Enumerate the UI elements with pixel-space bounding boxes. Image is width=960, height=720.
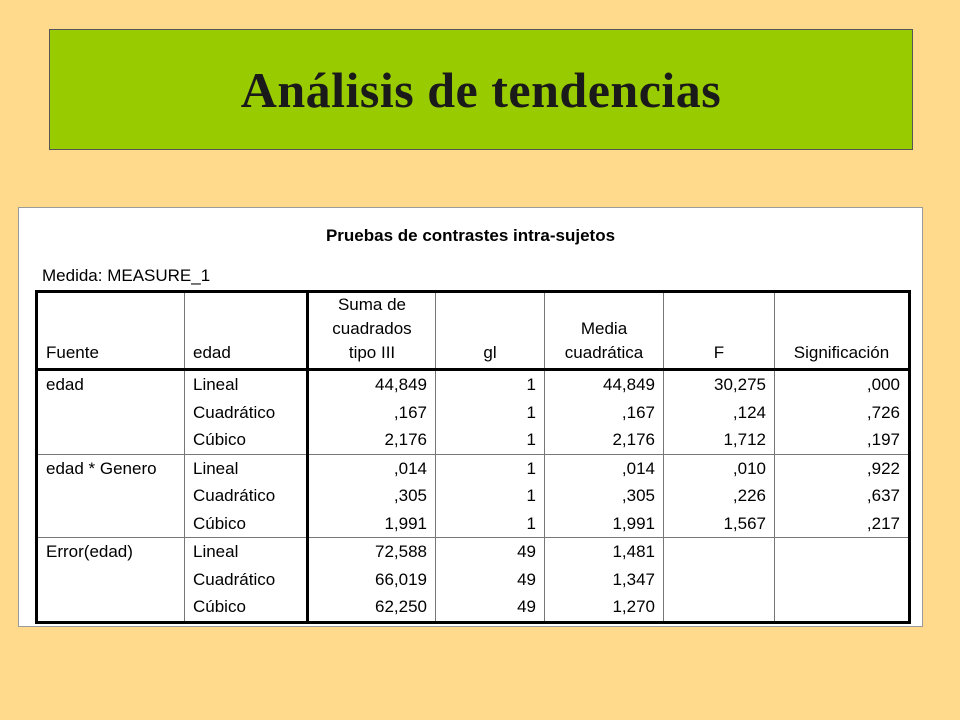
cell-media-cuadratica: 1,347 [545, 566, 664, 594]
cell-media-cuadratica: ,167 [545, 399, 664, 427]
cell-gl: 1 [436, 510, 545, 538]
table-row [37, 538, 910, 566]
slide-title: Análisis de tendencias [240, 61, 722, 118]
cell-fuente: edad * Genero [37, 454, 185, 482]
cell-significacion [775, 538, 910, 566]
cell-suma-cuadrados: 44,849 [308, 370, 436, 399]
cell-fuente [37, 510, 185, 538]
cell-f [664, 538, 775, 566]
cell-edad-trend: Cuadrático [185, 399, 308, 427]
cell-gl: 49 [436, 538, 545, 566]
table-title: Pruebas de contrastes intra-sujetos [325, 226, 616, 245]
cell-f: 30,275 [664, 370, 775, 399]
header-edad: edad [185, 292, 308, 370]
table-row [37, 426, 910, 454]
source-group [37, 538, 910, 623]
cell-f [664, 593, 775, 622]
table-row [37, 454, 910, 482]
cell-f [664, 566, 775, 594]
cell-fuente [37, 426, 185, 454]
cell-edad-trend: Cuadrático [185, 566, 308, 594]
table-row [37, 510, 910, 538]
header-media-line1: Media [580, 319, 628, 338]
cell-gl: 1 [436, 426, 545, 454]
cell-media-cuadratica: ,305 [545, 482, 664, 510]
cell-suma-cuadrados: ,014 [308, 454, 436, 482]
cell-suma-cuadrados: 66,019 [308, 566, 436, 594]
cell-media-cuadratica: 1,270 [545, 593, 664, 622]
cell-significacion [775, 593, 910, 622]
cell-gl: 49 [436, 566, 545, 594]
cell-significacion [775, 566, 910, 594]
header-row [37, 292, 910, 370]
spss-output-panel [18, 207, 923, 627]
cell-significacion: ,726 [866, 402, 900, 422]
table-row [37, 370, 910, 399]
cell-edad-trend: Cúbico [185, 510, 308, 538]
header-suma-line1: Suma de [337, 295, 407, 314]
cell-fuente [37, 593, 185, 622]
cell-media-cuadratica: ,014 [545, 454, 664, 482]
header-suma-line3: tipo III [348, 343, 396, 362]
cell-media-cuadratica: 44,849 [545, 370, 664, 399]
cell-edad-trend: Cúbico [185, 593, 308, 622]
cell-edad-trend: Cúbico [185, 426, 308, 454]
cell-f: ,124 [664, 399, 775, 427]
cell-f: 1,712 [664, 426, 775, 454]
cell-gl: 1 [436, 370, 545, 399]
header-media-line2: cuadrática [564, 343, 644, 362]
cell-suma-cuadrados: 1,991 [308, 510, 436, 538]
cell-significacion: ,000 [866, 375, 900, 394]
cell-fuente [37, 399, 185, 427]
source-group [37, 370, 910, 455]
header-significacion: Significación [793, 343, 890, 362]
cell-gl: 49 [436, 593, 545, 622]
cell-suma-cuadrados: ,167 [308, 399, 436, 427]
source-group [37, 454, 910, 538]
cell-gl: 1 [436, 399, 545, 427]
header-fuente: Fuente [37, 292, 185, 370]
header-suma-line2: cuadrados [332, 319, 412, 338]
table-row [37, 566, 910, 594]
cell-fuente [37, 566, 185, 594]
header-gl: gl [436, 292, 545, 370]
cell-significacion: ,197 [866, 430, 900, 449]
cell-gl: 1 [436, 482, 545, 510]
cell-f: ,226 [664, 482, 775, 510]
cell-f: 1,567 [664, 510, 775, 538]
cell-fuente: edad [37, 370, 185, 399]
table-row [37, 399, 910, 427]
cell-significacion: ,922 [866, 458, 900, 478]
cell-edad-trend: Cuadrático [185, 482, 308, 510]
cell-suma-cuadrados: 72,588 [308, 538, 436, 566]
slide-title-box [49, 29, 913, 150]
cell-fuente [37, 482, 185, 510]
cell-gl: 1 [436, 454, 545, 482]
header-media [545, 292, 664, 370]
cell-media-cuadratica: 1,991 [545, 510, 664, 538]
contrasts-table [35, 290, 911, 624]
cell-suma-cuadrados: ,305 [308, 482, 436, 510]
cell-media-cuadratica: 1,481 [545, 538, 664, 566]
cell-significacion: ,637 [866, 486, 900, 505]
table-row [37, 482, 910, 510]
cell-suma-cuadrados: 2,176 [308, 426, 436, 454]
table-row [37, 593, 910, 622]
cell-edad-trend: Lineal [185, 454, 308, 482]
header-suma [308, 292, 436, 370]
cell-fuente: Error(edad) [37, 538, 185, 566]
header-f: F [664, 292, 775, 370]
cell-significacion: ,217 [866, 513, 900, 533]
cell-edad-trend: Lineal [185, 370, 308, 399]
measure-label: Medida: MEASURE_1 [42, 266, 211, 285]
cell-media-cuadratica: 2,176 [545, 426, 664, 454]
cell-edad-trend: Lineal [185, 538, 308, 566]
cell-suma-cuadrados: 62,250 [308, 593, 436, 622]
cell-f: ,010 [664, 454, 775, 482]
